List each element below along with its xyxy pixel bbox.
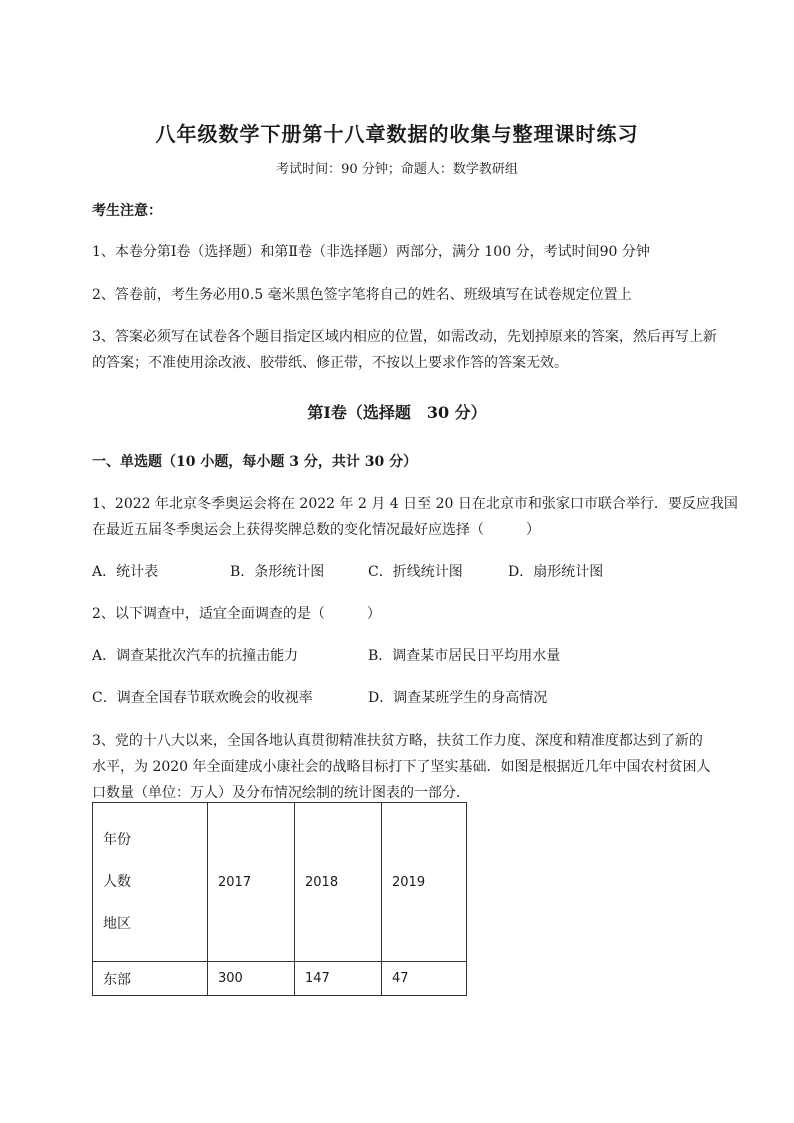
header-year-2018: 2018 xyxy=(295,803,382,962)
question-1-option-c[interactable]: C．折线统计图 xyxy=(368,564,463,580)
question-2-option-c[interactable]: C．调查全国春节联欢晚会的收视率 xyxy=(92,690,313,706)
section-title: 第Ⅰ卷（选择题 30 分） xyxy=(307,403,487,422)
question-3-line-2: 水平，为 2020 年全面建成小康社会的战略目标打下了坚实基础．如图是根据近几年中国农村贫困人 xyxy=(92,759,711,775)
notice-item-1: 1、本卷分第Ⅰ卷（选择题）和第Ⅱ卷（非选择题）两部分，满分 100 分，考试时间90 分钟 xyxy=(92,244,650,260)
header-label-count: 人数 xyxy=(103,874,131,890)
document-subtitle: 考试时间：90 分钟；命题人：数学教研组 xyxy=(276,162,518,177)
row-region: 东部 xyxy=(93,962,208,996)
poverty-data-table xyxy=(92,802,467,996)
question-2-option-d[interactable]: D．调查某班学生的身高情况 xyxy=(368,690,548,706)
question-1-line-1: 1、2022 年北京冬季奥运会将在 2022 年 2 月 4 日至 20 日在北京市和张家口市联合举行．要反应我国 xyxy=(92,496,738,512)
document-title: 八年级数学下册第十八章数据的收集与整理课时练习 xyxy=(155,122,639,146)
question-3-line-3: 口数量（单位：万人）及分布情况绘制的统计图表的一部分． xyxy=(92,785,470,801)
question-1-option-a[interactable]: A．统计表 xyxy=(92,564,159,580)
table-row xyxy=(93,962,467,996)
question-2-option-a[interactable]: A．调查某批次汽车的抗撞击能力 xyxy=(92,648,299,664)
question-1-line-2: 在最近五届冬季奥运会上获得奖牌总数的变化情况最好应选择（ ） xyxy=(92,522,540,538)
cell-value: 147 xyxy=(295,962,382,996)
header-year-2017: 2017 xyxy=(208,803,295,962)
question-2-line-1: 2、以下调查中，适宜全面调查的是（ ） xyxy=(92,606,381,622)
question-1-option-b[interactable]: B．条形统计图 xyxy=(230,564,325,580)
question-1-option-d[interactable]: D．扇形统计图 xyxy=(508,564,604,580)
part-heading: 一、单选题（10 小题，每小题 3 分，共计 30 分） xyxy=(92,454,418,470)
question-3-line-1: 3、党的十八大以来，全国各地认真贯彻精准扶贫方略，扶贫工作力度、深度和精准度都达到了新的 xyxy=(92,733,703,749)
notice-item-3: 3、答案必须写在试卷各个题目指定区域内相应的位置，如需改动，先划掉原来的答案，然后再写上新 xyxy=(92,329,717,345)
table-header-corner xyxy=(93,803,208,962)
question-2-option-b[interactable]: B．调查某市居民日平均用水量 xyxy=(368,648,561,664)
header-year-2019: 2019 xyxy=(382,803,467,962)
header-label-region: 地区 xyxy=(103,916,131,932)
cell-value: 300 xyxy=(208,962,295,996)
notice-item-2: 2、答卷前，考生务必用0.5 毫米黑色签字笔将自己的姓名、班级填写在试卷规定位置上 xyxy=(92,287,632,303)
notice-heading: 考生注意： xyxy=(92,203,162,219)
notice-item-3-continued: 的答案；不准使用涂改液、胶带纸、修正带，不按以上要求作答的答案无效。 xyxy=(92,355,568,371)
cell-value: 47 xyxy=(382,962,467,996)
table-header-row xyxy=(93,803,467,962)
header-label-year: 年份 xyxy=(103,832,131,848)
